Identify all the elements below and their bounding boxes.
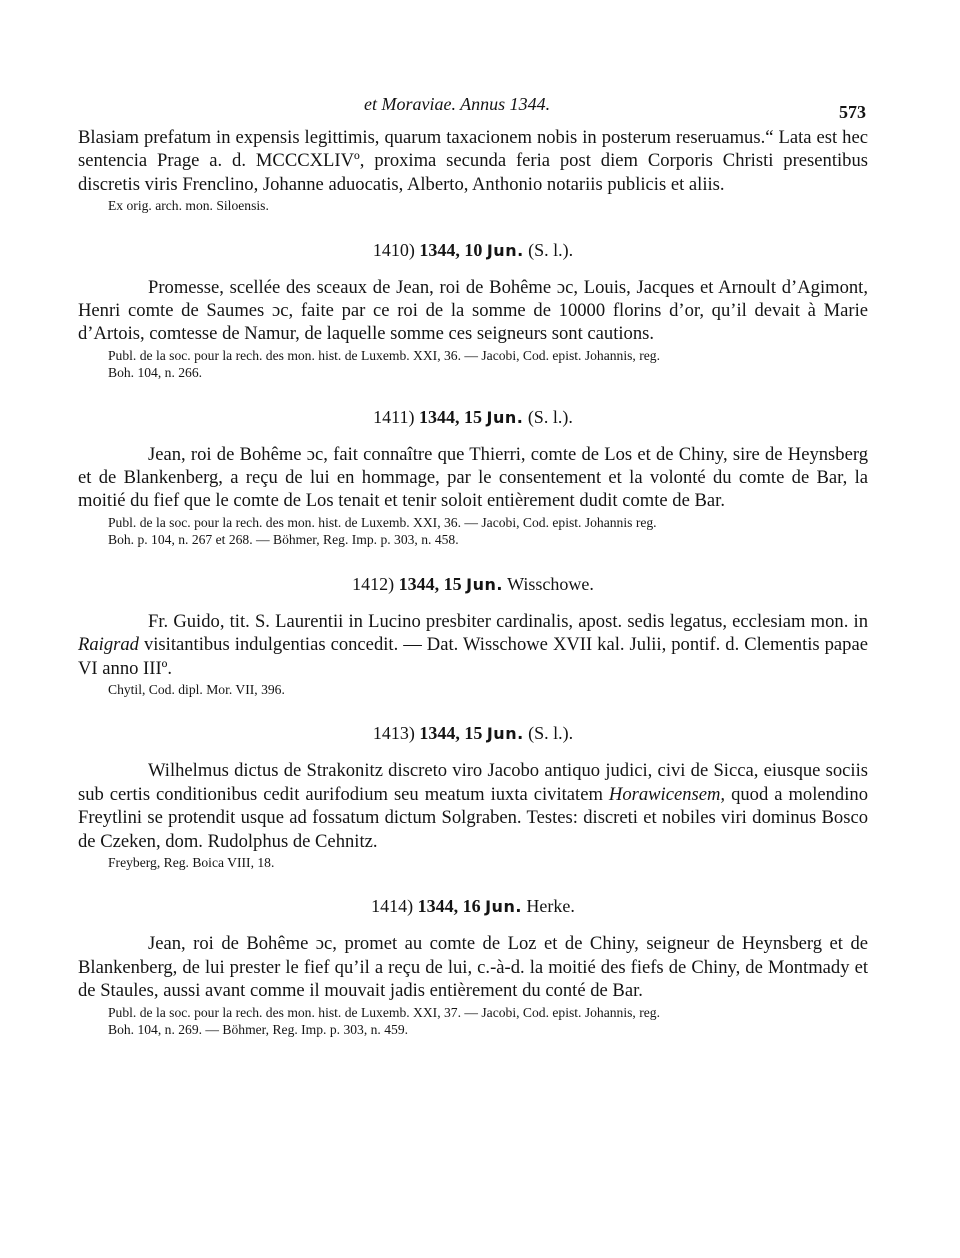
- entry-date: 1344, 15: [419, 723, 483, 744]
- entry-body: Promesse, scellée des sceaux de Jean, roi de Bohême ɔc, Louis, Jacques et Arnoult d’Agimont, Henri comte de Saumes ɔc, faite par ce roi de la somme de 10000 florins d’or, qu’il devait à Marie d’Artois, comtesse de Namur, de laquelle somme ces seigneurs sont cautions.: [78, 276, 868, 345]
- entry-number: 1412): [352, 573, 395, 594]
- entry-source-line: Chytil, Cod. dipl. Mor. VII, 396.: [108, 681, 285, 697]
- entry-place: (S. l.).: [528, 239, 574, 260]
- entry-1414: [78, 895, 868, 1038]
- entry-source-line: Publ. de la soc. pour la rech. des mon. hist. de Luxemb. XXI, 36. — Jacobi, Cod. epist. Johannis, reg.: [108, 347, 660, 363]
- entry-heading: [78, 239, 868, 262]
- running-title: et Moraviae. Annus 1344.: [364, 94, 551, 114]
- entry-1413: [78, 722, 868, 871]
- entry-source-line: Publ. de la soc. pour la rech. des mon. hist. de Luxemb. XXI, 36. — Jacobi, Cod. epist. Johannis reg.: [108, 514, 657, 530]
- entry-body-part: Fr. Guido, tit. S. Laurentii in Lucino presbiter cardinalis, apost. sedis legatus, ecclesiam mon. in: [148, 610, 868, 632]
- document-page: [78, 92, 868, 1038]
- entry-date: 1344, 15: [419, 406, 482, 427]
- entry-heading: [78, 406, 868, 429]
- entry-source: [78, 514, 868, 549]
- entry-source-line: Boh. p. 104, n. 267 et 268. — Böhmer, Reg. Imp. p. 303, n. 458.: [108, 532, 459, 548]
- entry-source-line: Boh. 104, n. 266.: [108, 365, 203, 381]
- entry-source-line: Freyberg, Reg. Boica VIII, 18.: [108, 854, 275, 870]
- entry-heading: [78, 573, 868, 596]
- entry-source: [78, 681, 868, 698]
- intro-source: Ex orig. arch. mon. Siloensis.: [108, 198, 269, 214]
- entry-place: (S. l.).: [527, 406, 573, 427]
- entry-body-italic: Raigrad: [78, 634, 139, 656]
- entry-source: [78, 854, 868, 871]
- entry-body-part: Wilhelmus dictus de Strakonitz discreto viro Jacobo antiquo judici, civi de Sicca, eiusque sociis sub certis conditionibus cedit aurifodium seu meatum iuxta civitatem: [78, 760, 868, 805]
- entry-body: [78, 610, 868, 680]
- page-number: 573: [839, 102, 866, 122]
- entry-1410: [78, 239, 868, 382]
- entry-body-part: visitantibus indulgentias concedit. — Dat. Wisschowe XVII kal. Julii, pontif. d. Clementis papae VI anno IIIº.: [78, 634, 868, 679]
- entry-date: 1344, 16: [417, 896, 481, 917]
- entry-body: Jean, roi de Bohême ɔc, fait connaître que Thierri, comte de Los et de Chiny, sire de Heynsberg et de Blankenberg, a reçu de lui en hommage, par le consentement et la volonté du comte de Bar, la moitié du fief que le comte de Los tenait et tenir soloit entièrement dudit comte de Bar.: [78, 443, 868, 512]
- entry-number: 1410): [372, 239, 415, 260]
- entry-place: Wisschowe.: [507, 573, 594, 594]
- entry-month: Jun.: [486, 240, 524, 260]
- entry-1412: [78, 573, 868, 699]
- entry-month: Jun.: [466, 574, 503, 594]
- entry-source-line: Boh. 104, n. 269. — Böhmer, Reg. Imp. p. 303, n. 459.: [108, 1021, 409, 1037]
- entry-date: 1344, 10: [419, 239, 483, 260]
- running-header: [78, 92, 868, 126]
- entry-body-italic: Horawicensem,: [608, 783, 726, 805]
- entry-number: 1413): [372, 723, 415, 744]
- intro-body: Blasiam prefatum in expensis legittimis, quarum taxacionem nobis in posterum reseruamus.“ Lata est hec sentencia Prage a. d. MCCCXLIVº, proxima secunda feria post diem Corporis Christi presentibus discretis viris Frenclino, Johanne aduocatis, Alberto, Anthonio notariis publicis et aliis.: [78, 127, 868, 195]
- entry-body: [78, 759, 868, 853]
- entry-place: (S. l.).: [528, 723, 574, 744]
- entry-source: [78, 1004, 868, 1039]
- entry-1411: [78, 406, 868, 549]
- entry-month: Jun.: [486, 407, 524, 427]
- entry-month: Jun.: [486, 724, 524, 744]
- entry-date: 1344, 15: [398, 573, 462, 594]
- entry-month: Jun.: [485, 897, 522, 917]
- intro-continuation: [78, 126, 868, 215]
- entry-place: Herke.: [526, 896, 575, 917]
- entry-number: 1414): [371, 896, 414, 917]
- entry-number: 1411): [373, 406, 415, 427]
- entry-heading: [78, 895, 868, 918]
- entry-source-line: Publ. de la soc. pour la rech. des mon. hist. de Luxemb. XXI, 37. — Jacobi, Cod. epist. Johannis, reg.: [108, 1004, 660, 1020]
- entry-source: [78, 347, 868, 382]
- entry-heading: [78, 722, 868, 745]
- entry-body-part: quod a molendino Freytlini se protendit usque ad fossatum dictum Solgraben. Testes: discreti et nobiles viri dominus Bosco de Czeken, dom. Rudolphus de Cehnitz.: [78, 783, 868, 852]
- entry-body: Jean, roi de Bohême ɔc, promet au comte de Loz et de Chiny, seigneur de Heynsberg et de Blankenberg, de lui prester le fief qu’il a reçu de lui, c.-à-d. la moitié des fiefs de Chiny, de Montmady et de Staules, aussi avant comme il mouvait jadis entièrement du conté de Bar.: [78, 933, 868, 1002]
